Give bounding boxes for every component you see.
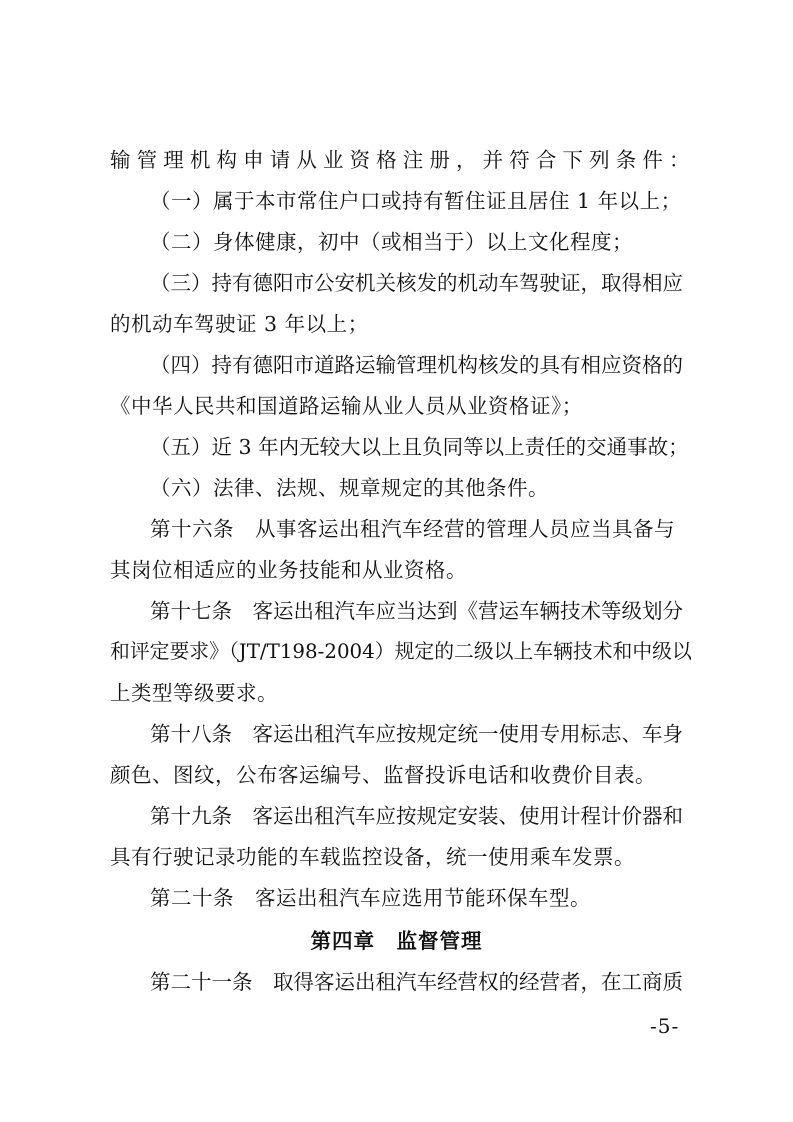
list-item: （二）身体健康，初中（或相当于）以上文化程度； xyxy=(150,230,633,254)
paragraph-line: 具有行驶记录功能的车载监控设备，统一使用乘车发票。 xyxy=(110,845,635,869)
paragraph-line: 的机动车驾驶证 3 年以上； xyxy=(110,312,369,336)
paragraph-line: 和评定要求》（JT/T198-2004）规定的二级以上车辆技术和中级以 xyxy=(110,640,692,663)
list-item: （五）近 3 年内无较大以上且负同等以上责任的交通事故； xyxy=(150,435,689,459)
paragraph-line: 其岗位相适应的业务技能和从业资格。 xyxy=(110,558,467,582)
paragraph-line: 上类型等级要求。 xyxy=(110,681,278,705)
article-16: 第十六条 从事客运出租汽车经营的管理人员应当具备与 xyxy=(150,517,675,541)
article-20: 第二十条 客运出租汽车应选用节能环保车型。 xyxy=(150,886,591,910)
page-number: -5- xyxy=(650,1014,680,1038)
list-item: （一）属于本市常住户口或持有暂住证且居住 1 年以上； xyxy=(150,189,682,213)
paragraph-line: 颜色、图纹，公布客运编号、监督投诉电话和收费价目表。 xyxy=(110,763,656,787)
list-item: （六）法律、法规、规章规定的其他条件。 xyxy=(150,476,549,500)
article-21: 第二十一条 取得客运出租汽车经营权的经营者，在工商质 xyxy=(150,970,683,994)
article-17: 第十七条 客运出租汽车应当达到《营运车辆技术等级划分 xyxy=(150,599,683,623)
chapter-heading: 第四章 监督管理 xyxy=(310,929,483,953)
list-item: （三）持有德阳市公安机关核发的机动车驾驶证，取得相应 xyxy=(150,271,683,295)
paragraph-line: 《中华人民共和国道路运输从业人员从业资格证》； xyxy=(110,394,583,418)
list-item: （四）持有德阳市道路运输管理机构核发的具有相应资格的 xyxy=(150,353,683,377)
paragraph-line: 输管理机构申请从业资格注册，并符合下列条件： xyxy=(110,148,690,172)
article-19: 第十九条 客运出租汽车应按规定安装、使用计程计价器和 xyxy=(150,804,683,828)
article-18: 第十八条 客运出租汽车应按规定统一使用专用标志、车身 xyxy=(150,722,683,746)
